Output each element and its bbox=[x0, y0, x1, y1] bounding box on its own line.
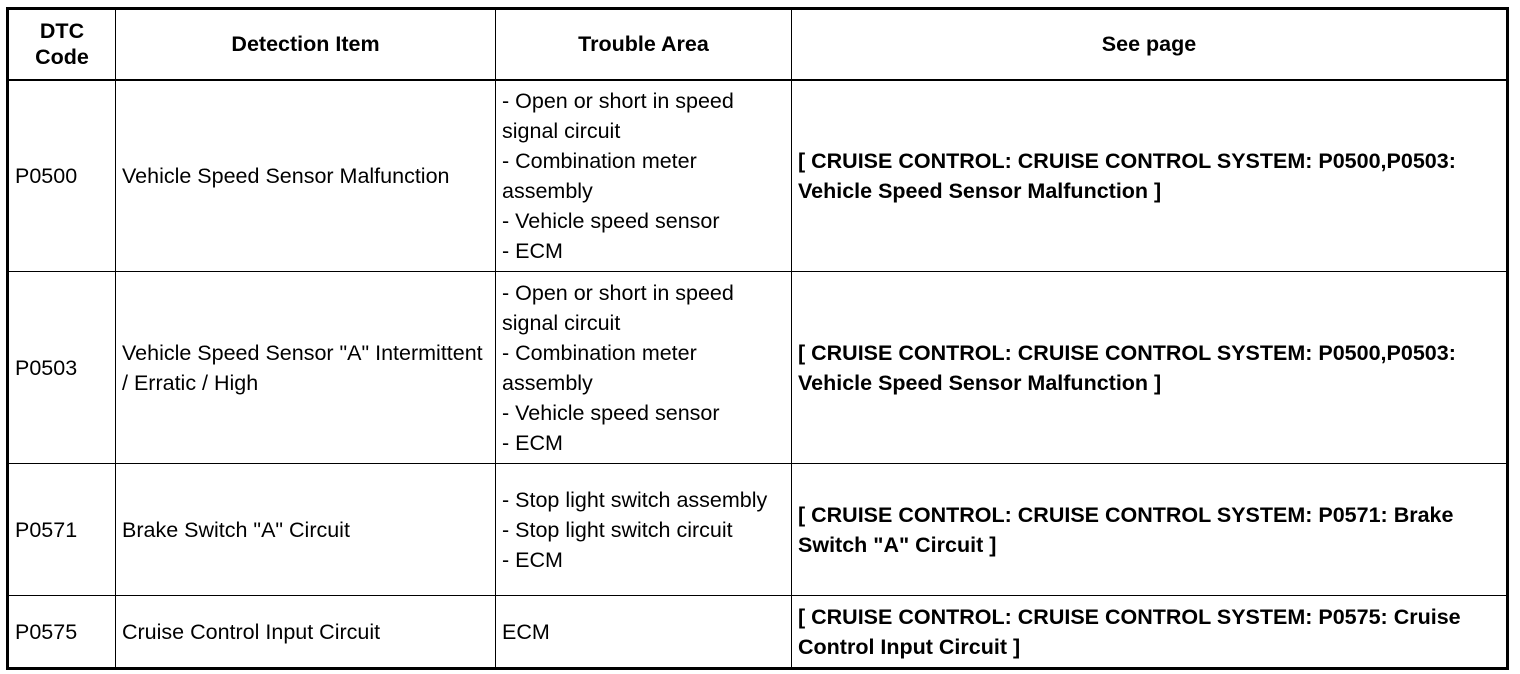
trouble-area-line: - ECM bbox=[502, 547, 563, 572]
see-page-link[interactable]: [ CRUISE CONTROL: CRUISE CONTROL SYSTEM: P0571: Brake Switch "A" Circuit ] bbox=[792, 464, 1508, 596]
trouble-area-line: - Vehicle speed sensor bbox=[502, 208, 720, 233]
trouble-area-line: - Combination meter assembly bbox=[502, 340, 697, 395]
header-row bbox=[8, 9, 1508, 80]
trouble-area-cell bbox=[496, 80, 792, 272]
trouble-area-line: - Open or short in speed signal circuit bbox=[502, 280, 734, 335]
see-page-link[interactable]: [ CRUISE CONTROL: CRUISE CONTROL SYSTEM: P0575: Cruise Control Input Circuit ] bbox=[792, 596, 1508, 669]
trouble-area-line: - ECM bbox=[502, 238, 563, 263]
trouble-area-line: - Stop light switch circuit bbox=[502, 517, 733, 542]
header-dtc-code: DTC Code bbox=[8, 9, 116, 80]
header-see-page: See page bbox=[792, 9, 1508, 80]
table-row bbox=[8, 596, 1508, 669]
detection-item-cell: Vehicle Speed Sensor Malfunction bbox=[116, 80, 496, 272]
trouble-area-line: - Combination meter assembly bbox=[502, 148, 697, 203]
table-row bbox=[8, 464, 1508, 596]
table-header bbox=[8, 9, 1508, 80]
header-trouble-area: Trouble Area bbox=[496, 9, 792, 80]
dtc-code-cell: P0500 bbox=[8, 80, 116, 272]
trouble-area-line: - ECM bbox=[502, 430, 563, 455]
trouble-area-line: ECM bbox=[502, 619, 550, 644]
trouble-area-line: - Vehicle speed sensor bbox=[502, 400, 720, 425]
trouble-area-cell bbox=[496, 596, 792, 669]
detection-item-cell: Vehicle Speed Sensor "A" Intermittent / Erratic / High bbox=[116, 272, 496, 464]
detection-item-cell: Brake Switch "A" Circuit bbox=[116, 464, 496, 596]
trouble-area-line: - Open or short in speed signal circuit bbox=[502, 88, 734, 143]
table-body bbox=[8, 80, 1508, 669]
trouble-area-line: - Stop light switch assembly bbox=[502, 487, 768, 512]
dtc-code-cell: P0503 bbox=[8, 272, 116, 464]
dtc-table bbox=[6, 7, 1509, 670]
table-row bbox=[8, 272, 1508, 464]
header-detection-item: Detection Item bbox=[116, 9, 496, 80]
see-page-link[interactable]: [ CRUISE CONTROL: CRUISE CONTROL SYSTEM: P0500,P0503: Vehicle Speed Sensor Malfunction ] bbox=[792, 272, 1508, 464]
trouble-area-cell bbox=[496, 272, 792, 464]
trouble-area-cell bbox=[496, 464, 792, 596]
dtc-code-cell: P0571 bbox=[8, 464, 116, 596]
table-row bbox=[8, 80, 1508, 272]
detection-item-cell: Cruise Control Input Circuit bbox=[116, 596, 496, 669]
dtc-code-cell: P0575 bbox=[8, 596, 116, 669]
see-page-link[interactable]: [ CRUISE CONTROL: CRUISE CONTROL SYSTEM: P0500,P0503: Vehicle Speed Sensor Malfunction ] bbox=[792, 80, 1508, 272]
